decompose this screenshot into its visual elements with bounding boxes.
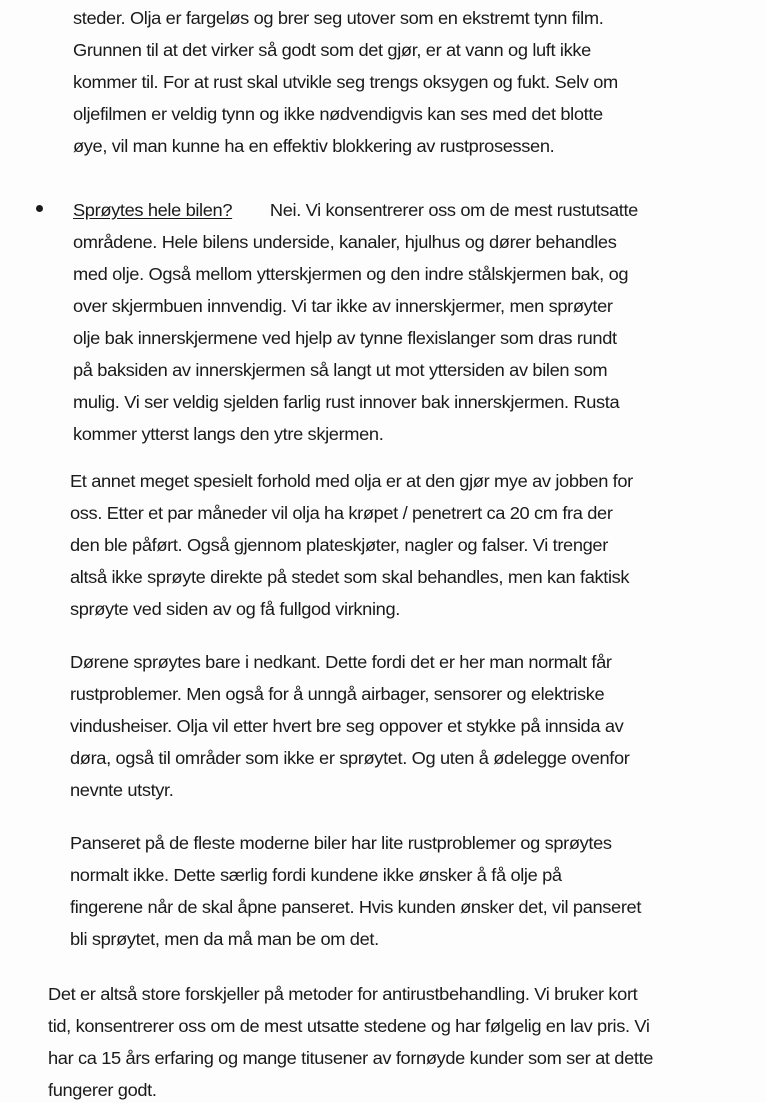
text-line: oss. Etter et par måneder vil olja ha krøpet / penetrert ca 20 cm fra der: [70, 503, 613, 523]
bullet-question: Sprøytes hele bilen?: [73, 200, 233, 220]
text-line: Grunnen til at det virker så godt som det gjør, er at vann og luft ikke: [73, 40, 591, 60]
text-line: mulig. Vi ser veldig sjelden farlig rust innover bak innerskjermen. Rusta: [73, 392, 620, 412]
text-line: oljefilmen er veldig tynn og ikke nødvendigvis kan ses med det blotte: [73, 104, 603, 124]
text-line: vindusheiser. Olja vil etter hvert bre seg oppover et stykke på innsida av: [70, 716, 624, 736]
text-line: Det er altså store forskjeller på metoder for antirustbehandling. Vi bruker kort: [48, 984, 638, 1004]
text-line: nevnte utstyr.: [70, 780, 174, 800]
text-line: med olje. Også mellom ytterskjermen og den indre stålskjermen bak, og: [73, 264, 629, 284]
bullet-answer-start: Nei. Vi konsentrerer oss om de mest rustutsatte: [269, 200, 638, 220]
text-line: den ble påført. Også gjennom plateskjøter, nagler og falser. Vi trenger: [70, 535, 608, 555]
text-line: over skjermbuen innvendig. Vi tar ikke av innerskjermer, men sprøyter: [73, 296, 613, 316]
text-line: Panseret på de fleste moderne biler har lite rustproblemer og sprøytes: [70, 833, 612, 853]
text-line: øye, vil man kunne ha en effektiv blokkering av rustprosessen.: [73, 136, 555, 156]
text-line: fungerer godt.: [48, 1080, 157, 1100]
text-line: rustproblemer. Men også for å unngå airbager, sensorer og elektriske: [70, 684, 605, 704]
text-line: altså ikke sprøyte direkte på stedet som skal behandles, men kan faktisk: [70, 567, 630, 587]
text-line: olje bak innerskjermene ved hjelp av tynne flexislanger som dras rundt: [73, 328, 617, 348]
text-line: fingerene når de skal åpne panseret. Hvis kunden ønsker det, vil panseret: [70, 897, 642, 917]
text-line: bli sprøytet, men da må man be om det.: [70, 929, 379, 949]
text-line: normalt ikke. Dette særlig fordi kundene ikke ønsker å få olje på: [70, 865, 562, 885]
text-line: døra, også til områder som ikke er sprøytet. Og uten å ødelegge ovenfor: [70, 748, 630, 768]
bullet-marker: [36, 205, 43, 212]
text-line: på baksiden av innerskjermen så langt ut mot yttersiden av bilen som: [73, 360, 608, 380]
text-line: tid, konsentrerer oss om de mest utsatte stedene og har følgelig en lav pris. Vi: [48, 1016, 650, 1036]
text-line: områdene. Hele bilens underside, kanaler, hjulhus og dører behandles: [73, 232, 617, 252]
bullet-first-line: [73, 196, 638, 225]
text-line: Et annet meget spesielt forhold med olja er at den gjør mye av jobben for: [70, 471, 633, 491]
text-line: kommer til. For at rust skal utvikle seg trengs oksygen og fukt. Selv om: [73, 72, 618, 92]
text-line: steder. Olja er fargeløs og brer seg utover som en ekstremt tynn film.: [73, 8, 604, 28]
text-line: har ca 15 års erfaring og mange titusener av fornøyde kunder som ser at dette: [48, 1048, 654, 1068]
text-line: kommer ytterst langs den ytre skjermen.: [73, 424, 384, 444]
text-line: Dørene sprøytes bare i nedkant. Dette fordi det er her man normalt får: [70, 652, 612, 672]
text-line: sprøyte ved siden av og få fullgod virkning.: [70, 599, 400, 619]
